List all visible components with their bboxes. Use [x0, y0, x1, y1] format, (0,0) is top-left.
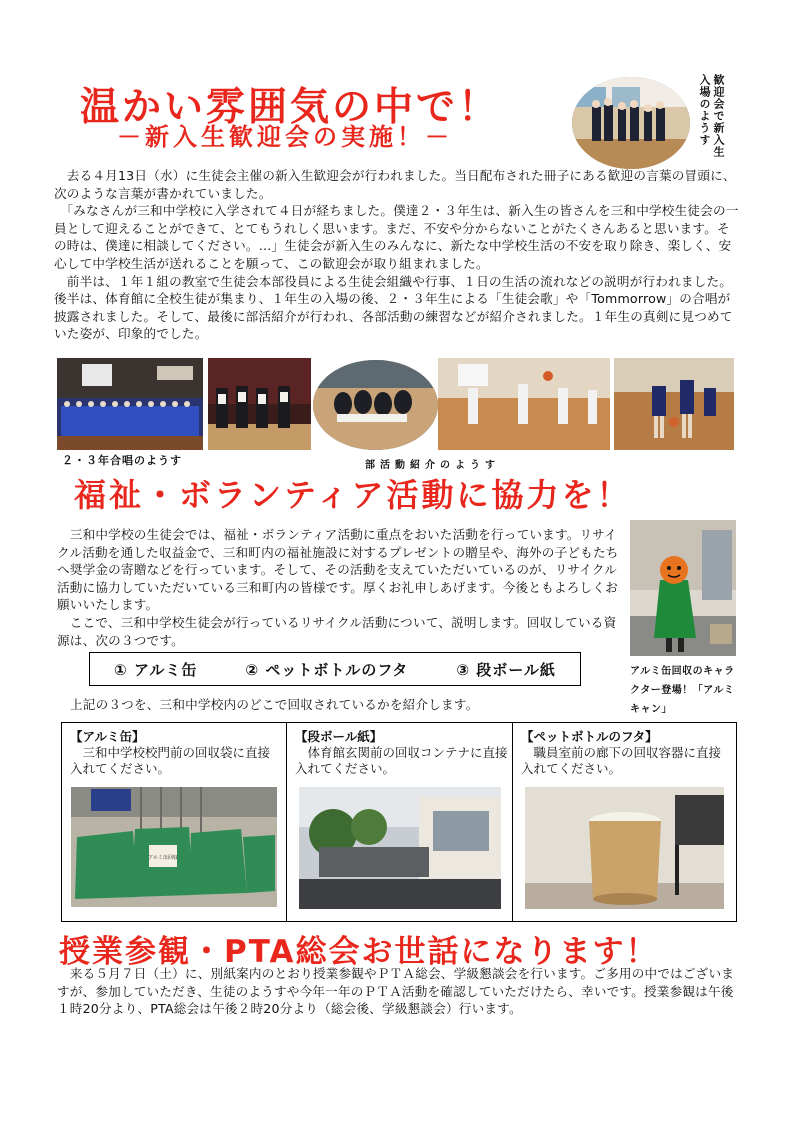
- mascot-caption: アルミ缶回収のキャラクター登場！「アルミキャン」: [630, 666, 735, 715]
- collection-card-title: 【ペットボトルのフタ】: [521, 729, 658, 744]
- recycle-item: ② ペットボトルのフタ: [245, 660, 409, 679]
- article2-body: [57, 526, 628, 649]
- article3-title: 授業参観・PTA総会お世話になります！: [59, 934, 659, 970]
- recycle-item: ① アルミ缶: [114, 660, 198, 679]
- choir-caption: ２・３年合唱のようす: [62, 454, 182, 467]
- cap-bin-photo: [525, 787, 724, 909]
- collection-card-cans: [62, 723, 287, 921]
- article1-paragraph: 前半は、１年１組の教室で生徒会本部役員による生徒会組織や行事、１日の生活の流れなどの説明が行われました。後半は、体育館に全校生徒が集まり、１年生の入場の後、２・３年生による「生徒会歌」や「Tommorrow」の合唱が披露されました。そして、最後に部活紹介が行われ、各部活動の練習などが紹介されました。１年生の真剣に見つめていた姿が、印象的でした。: [54, 273, 733, 342]
- bag-label: アルミ缶回収: [148, 855, 178, 861]
- article2-paragraph: ここで、三和中学校生徒会が行っているリサイクル活動について、説明します。回収している資源は、次の３つです。: [57, 614, 617, 648]
- can-bags-photo: [71, 787, 277, 907]
- club-warmup-photo: [313, 360, 438, 450]
- basketball-shooting-photo: [438, 358, 610, 450]
- welcome-photo-caption: 歓迎会で新入生入場のようす: [698, 74, 725, 158]
- article1-body: [54, 167, 740, 343]
- article1-paragraph: 去る４月13日（水）に生徒会主催の新入生歓迎会が行われました。当日配布された冊子にある歓迎の言葉の冒頭に、次のような言葉が書かれていました。: [54, 168, 736, 201]
- cardboard-container-photo: [299, 787, 501, 909]
- collection-card-title: 【アルミ缶】: [70, 729, 145, 744]
- choir-photo: [57, 358, 203, 450]
- collection-card-bottle-caps: [513, 723, 736, 921]
- collection-card-desc: 職員室前の廊下の回収容器に直接入れてください。: [521, 745, 722, 776]
- collection-intro: 上記の３つを、三和中学校内のどこで回収されているかを紹介します。: [70, 697, 479, 712]
- recycle-item: ③ 段ボール紙: [456, 660, 556, 679]
- article1-title: 温かい雰囲気の中で！: [80, 85, 501, 130]
- article1-paragraph: 「みなさんが三和中学校に入学されて４日が経ちました。僕達２・３年生は、新入生の皆さんを三和中学校生徒会の一員として迎えることができて、とてもうれしく思います。まだ、不安や分からないことがたくさんあると思います。その時は、僕達に相談してください。…」生徒会が新入生のみんなに、新たな中学校生活の不安を取り除き、楽しく、安心して中学校生活が送れることを願って、この歓迎会が取り組まれました。: [54, 203, 739, 271]
- basketball-dribble-photo: [614, 358, 734, 450]
- recycle-items-box: [89, 652, 581, 686]
- article1-subtitle: －新入生歓迎会の実施！－: [117, 123, 453, 151]
- collection-card-title: 【段ボール紙】: [295, 729, 383, 744]
- collection-points-table: [61, 722, 737, 922]
- club-intro-caption: 部活動紹介のようす: [365, 460, 500, 471]
- article3-body: 来る５月７日（土）に、別紙案内のとおり授業参観やＰＴＡ総会、学級懇談会を行います。ご多用の中ではございますが、参加していただき、生徒のようすや今年一年のＰＴＡ活動を確認していただけたら、幸いです。授業参観は午後１時20分より、PTA総会は午後２時20分より（総会後、学級懇談会）行います。: [57, 966, 735, 1017]
- stage-students-photo: [208, 358, 311, 450]
- mascot-photo: [630, 520, 736, 656]
- collection-card-cardboard: [287, 723, 513, 921]
- collection-card-desc: 三和中学校校門前の回収袋に直接入れてください。: [70, 745, 271, 776]
- welcome-entrance-photo: [572, 77, 690, 169]
- article2-paragraph: 三和中学校の生徒会では、福祉・ボランティア活動に重点をおいた活動を行っています。リサイクル活動を通した収益金で、三和町内の福祉施設に対するプレゼントの贈呈や、海外の子どもたちへ奨学金の寄贈などを行っています。そして、その活動を支えていただいているのが、リサイクル活動に協力していただいている三和町内の皆様です。厚くお礼申しあげます。今後ともよろしくお願いいたします。: [57, 527, 619, 613]
- collection-card-desc: 体育館玄関前の回収コンテナに直接入れてください。: [295, 745, 508, 776]
- article2-title: 福祉・ボランティア活動に協力を！: [74, 476, 632, 514]
